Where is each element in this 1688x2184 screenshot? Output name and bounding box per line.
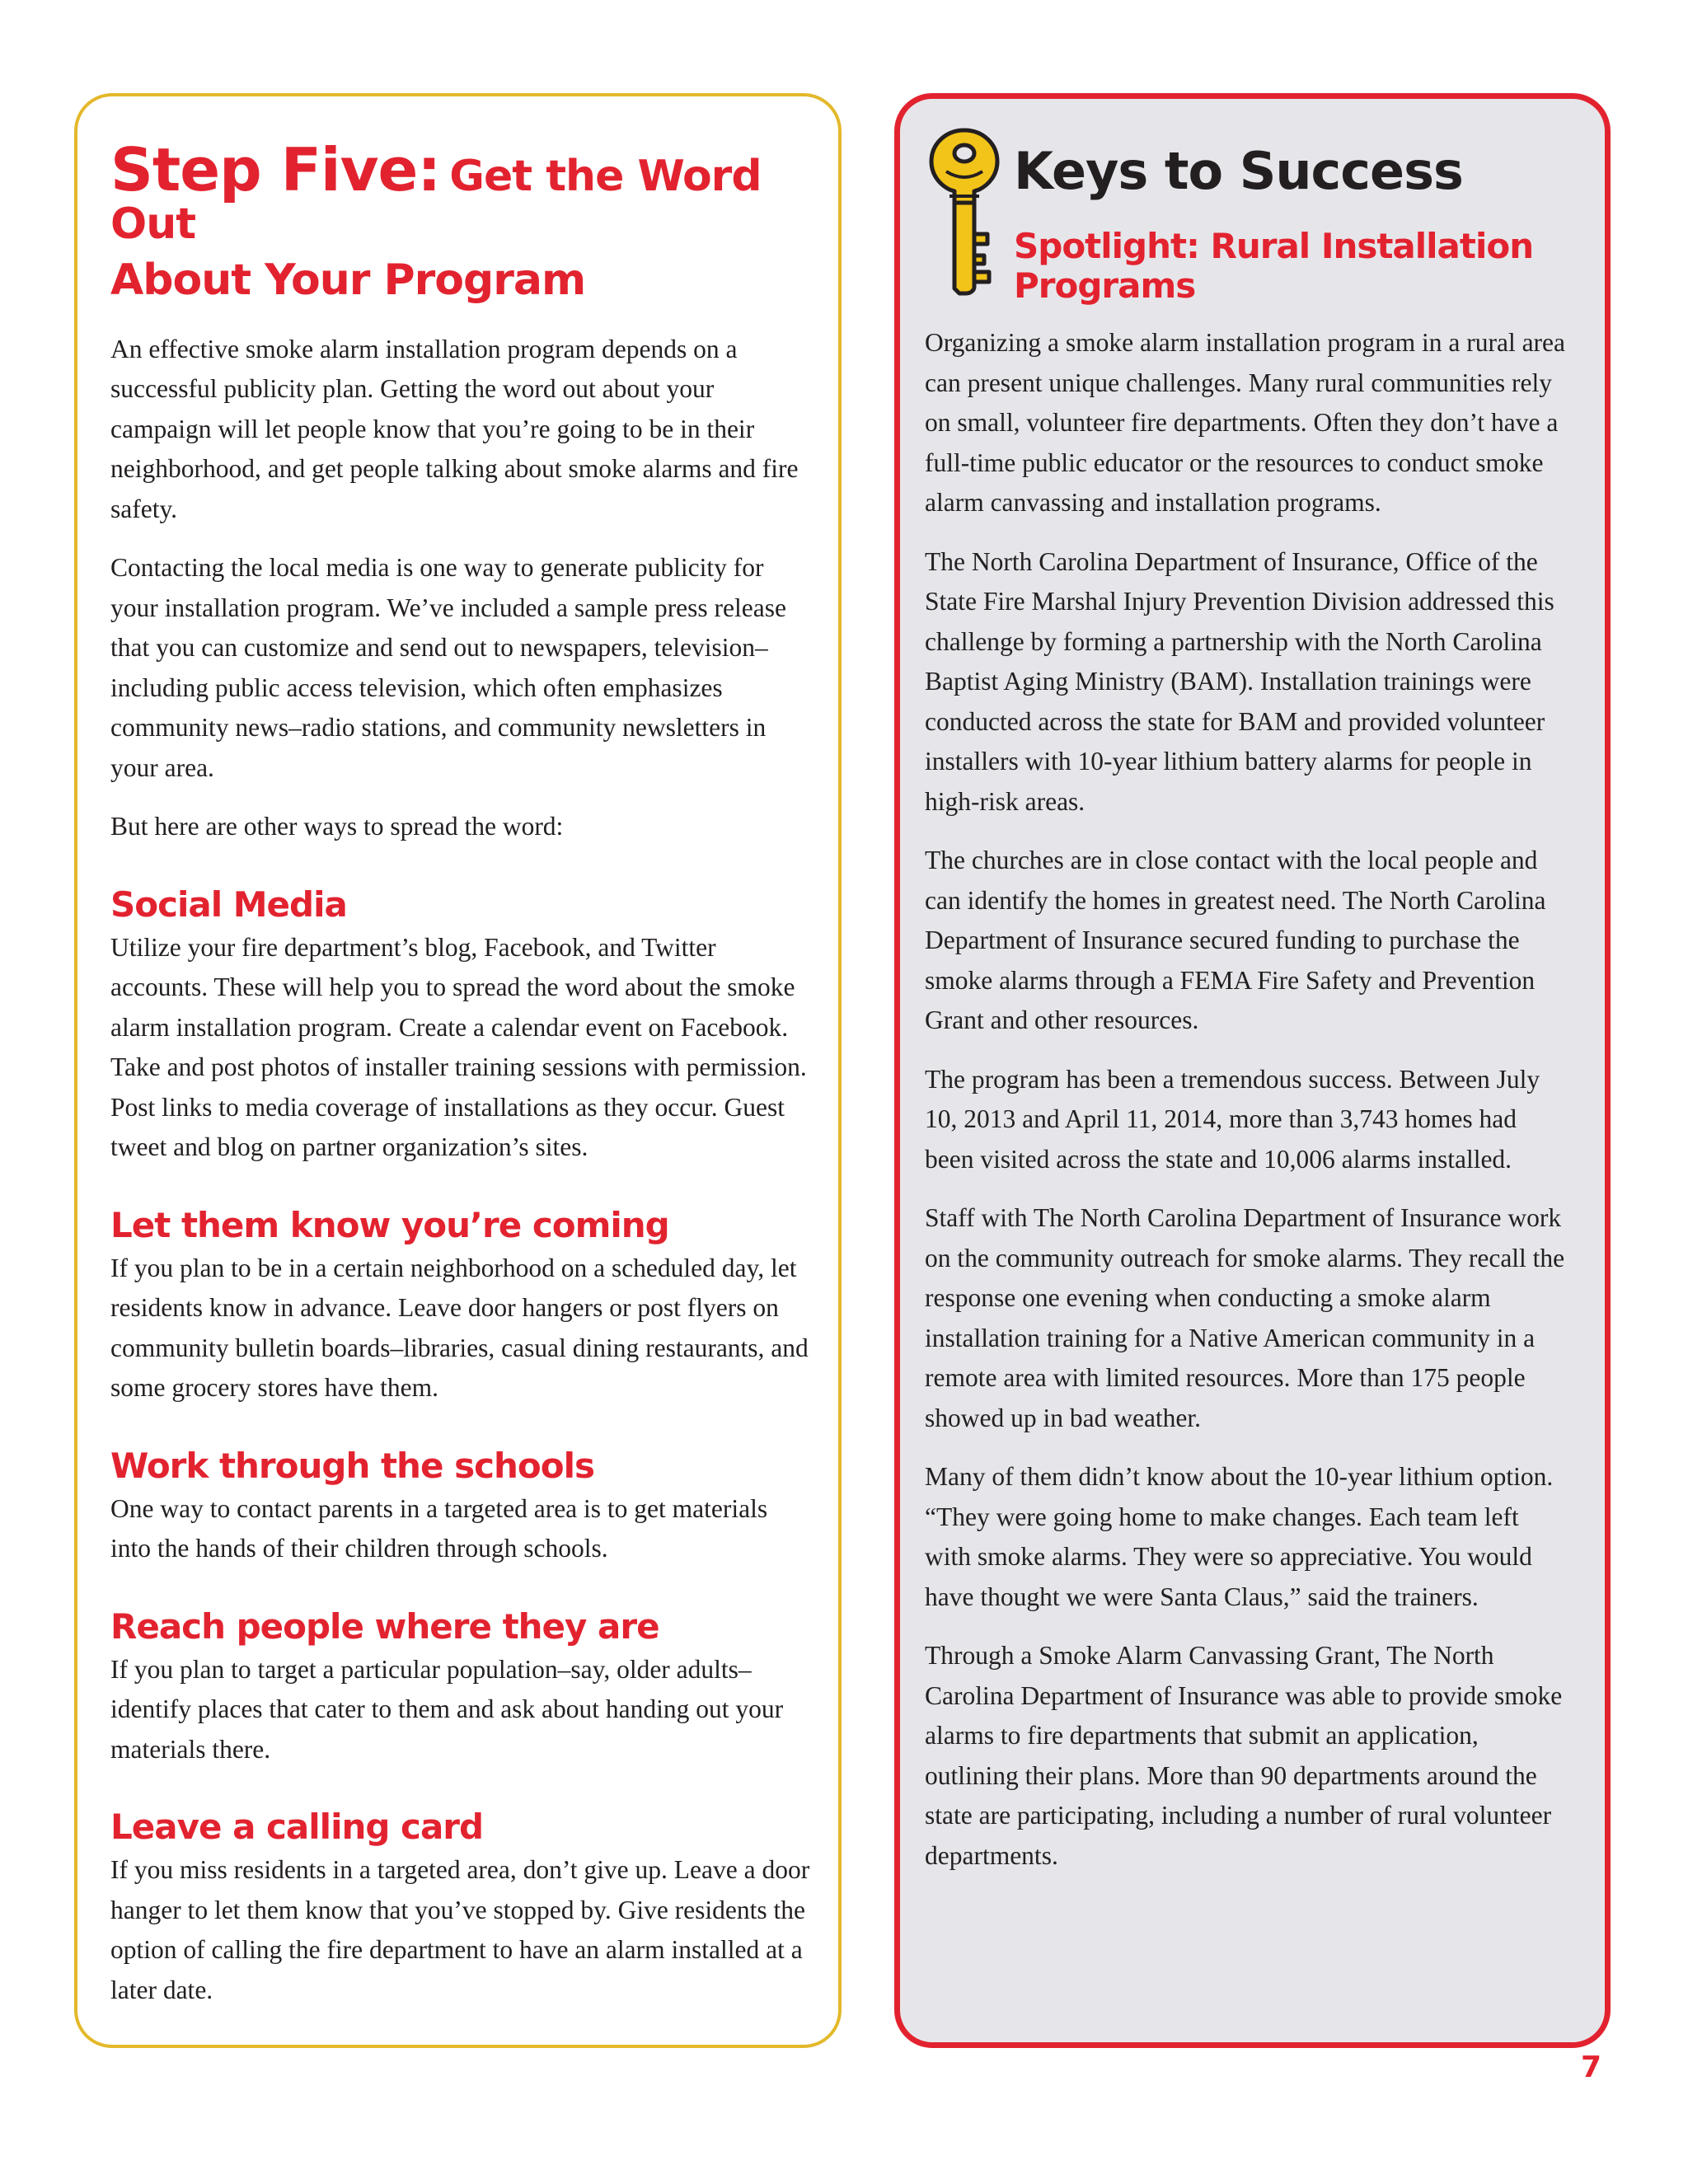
page-title <box>110 135 814 306</box>
sidebar-header <box>925 125 1570 323</box>
media-paragraph: Contacting the local media is one way to generate publicity for your installation program. We’ve included a sample press release that you can customize and send out to newspapers, television–including public access television, which often emphasizes community news–radio stations, and community newsletters in your area. <box>110 553 786 782</box>
section-heading-social-media: Social Media <box>110 883 347 925</box>
sidebar-paragraph: The program has been a tremendous success. Between July 10, 2013 and April 11, 2014, more than 3,743 homes had been visited across the state and 10,006 alarms installed. <box>925 1064 1540 1174</box>
sidebar-paragraph: Through a Smoke Alarm Canvassing Grant, The North Carolina Department of Insurance was able to provide smoke alarms to fire departments that submit an application, outlining their plans. More than 90 departments around the state are participating, including a number of rural volunteer departments. <box>925 1641 1563 1870</box>
page-number: 7 <box>1581 2050 1602 2084</box>
step-five-panel <box>74 93 842 2048</box>
sidebar-paragraph: The churches are in close contact with the local people and can identify the homes in greatest need. The North Carolina Department of Insurance secured funding to purchase the smoke alarms through a FEMA Fire Safety and Prevention Grant and other resources. <box>925 846 1546 1034</box>
sidebar-paragraph: Many of them didn’t know about the 10-year lithium option. “They were going home to make changes. Each team left with smoke alarms. They were so appreciative. You would have thought we were Santa Claus,” said the trainers. <box>925 1462 1554 1611</box>
section-heading-calling-card: Leave a calling card <box>110 1807 484 1848</box>
section-body-let-them-know: If you plan to be in a certain neighborhood on a scheduled day, let residents know in advance. Leave door hangers or post flyers on community bulletin boards–libraries, casual dining restaurants, and some grocery stores have them. <box>110 1253 809 1403</box>
intro-paragraph: An effective smoke alarm installation program depends on a successful publicity plan. Getting the word out about your campaign will let people know that you’re going to be in their neighborhood, and get people talking about smoke alarms and fire safety. <box>110 334 799 523</box>
section-heading-schools: Work through the schools <box>110 1445 594 1486</box>
step-title-line1: Get the Word Out <box>110 152 762 249</box>
keys-to-success-sidebar <box>894 93 1611 2048</box>
section-heading-reach-people: Reach people where they are <box>110 1605 659 1647</box>
sidebar-title: Keys to Success <box>1014 141 1463 201</box>
sidebar-subtitle: Spotlight: Rural Installation Programs <box>1014 226 1534 306</box>
section-heading-let-them-know: Let them know you’re coming <box>110 1204 669 1245</box>
step-label: Step Five: <box>110 135 441 204</box>
section-body-social-media: Utilize your fire department’s blog, Facebook, and Twitter accounts. These will help you to spread the word about the smoke alarm installation program. Create a calendar event on Facebook. Take and post photos of installer training sessions with permission. Post links to media coverage of installations as they occur. Guest tweet and blog on partner organization’s sites. <box>110 932 807 1162</box>
section-body-reach-people: If you plan to target a particular population–say, older adults–identify places that cater to them and ask about handing out your materials there. <box>110 1654 784 1764</box>
section-body-schools: One way to contact parents in a targeted area is to get materials into the hands of their children through schools. <box>110 1493 768 1563</box>
sidebar-paragraph: The North Carolina Department of Insurance, Office of the State Fire Marshal Injury Prevention Division addressed this challenge by forming a partnership with the North Carolina Baptist Aging Ministry (BAM). Installation trainings were conducted across the state for BAM and provided volunteer installers with 10-year lithium battery alarms for people in high-risk areas. <box>925 546 1554 816</box>
other-ways-paragraph: But here are other ways to spread the word: <box>110 812 564 841</box>
sidebar-paragraph: Staff with The North Carolina Department of Insurance work on the community outreach for smoke alarms. They recall the response one evening when conducting a smoke alarm installation training for a Native American community in a remote area with limited resources. More than 175 people showed up in bad weather. <box>925 1203 1565 1432</box>
section-body-calling-card: If you miss residents in a targeted area, don’t give up. Leave a door hanger to let them know that you’ve stopped by. Give residents the option of calling the fire department to have an alarm installed at a later date. <box>110 1855 810 2004</box>
sidebar-paragraph: Organizing a smoke alarm installation program in a rural area can present unique challenges. Many rural communities rely on small, volunteer fire departments. Often they don’t have a full-time public educator or the resources to conduct smoke alarm canvassing and installation programs. <box>925 328 1566 517</box>
step-title-line2: About Your Program <box>110 255 586 306</box>
key-icon <box>925 125 1004 298</box>
